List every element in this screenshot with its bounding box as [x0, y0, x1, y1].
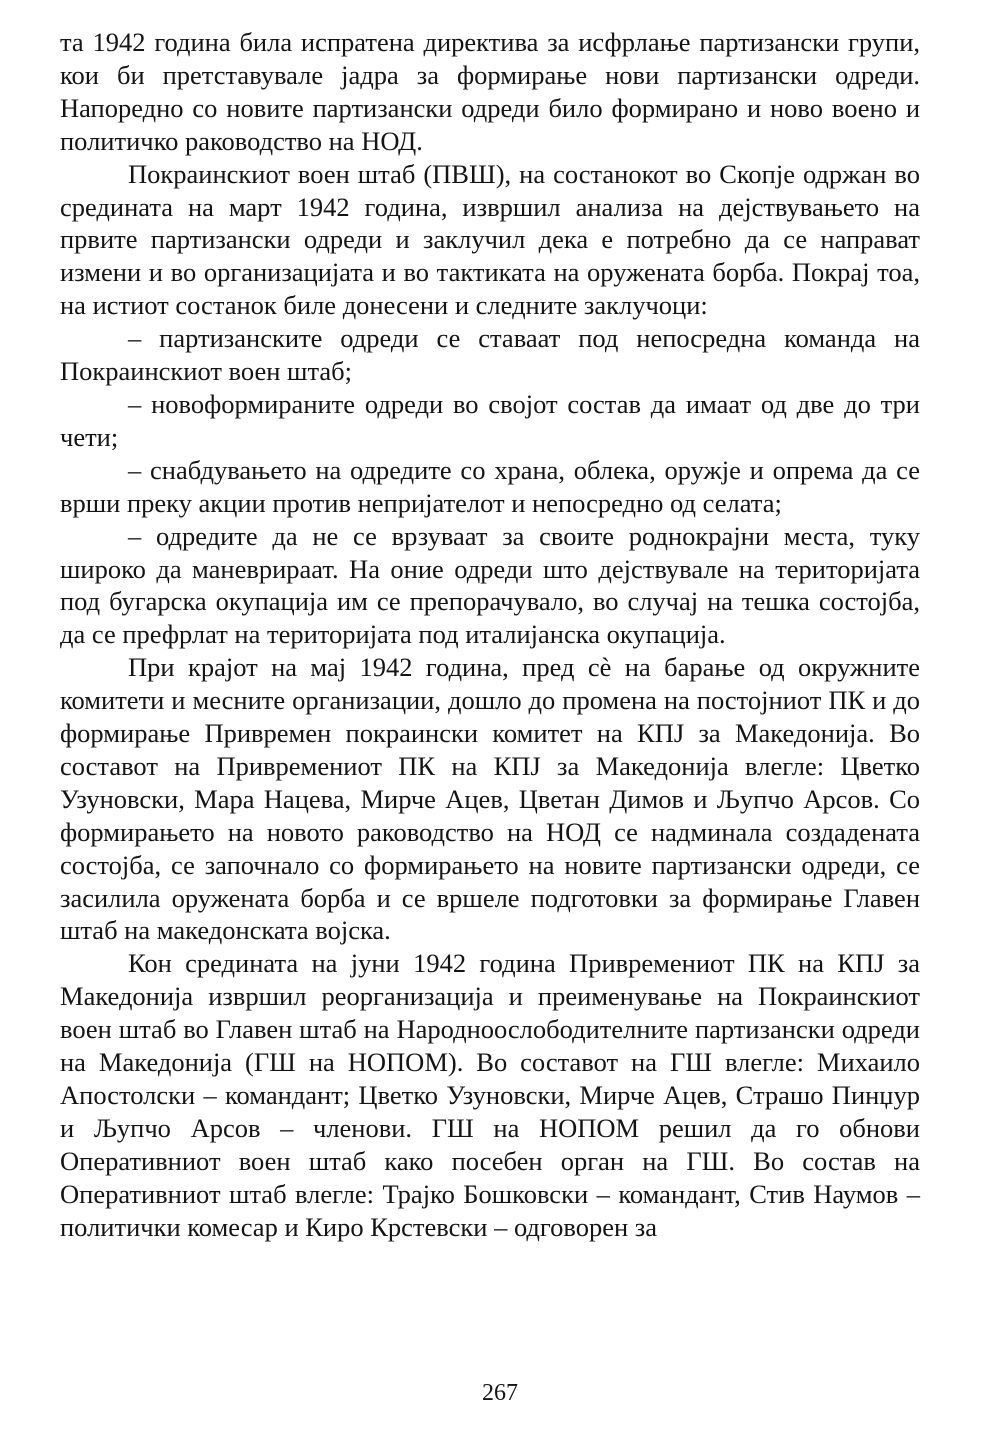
- list-item-maneuver: – одредите да не се врзуваат за своите роднокрајни места, туку широко да маневрираат. На оние одреди што дејствувале на територијата под бугарска окупација им се препорачувало, во случај на тешка состојба, да се префрлат на територијата под италијанска окупација.: [60, 520, 920, 650]
- paragraph-provisional-committee: При крајот на мај 1942 година, пред сè на барање од окружните комитети и месните организации, дошло до промена на постојниот ПК и до формирање Привремен покраински комитет на КПЈ за Македонија. Во составот на Привремениот ПК на КПЈ за Македонија влегле: Цветко Узуновски, Мара Нацева, Мирче Ацев, Цветан Димов и Љупчо Арсов. Со формирањето на новото раководство на НОД се надминала создадената состојба, се започнало со формирањето на новите партизански одреди, се засилила оружената борба и се вршеле подготовки за формирање Главен штаб на македонската војска.: [60, 652, 920, 946]
- list-item-command: – партизанските одреди се ставаат под непосредна команда на Покраинскиот воен штаб;: [60, 323, 920, 387]
- paragraph-continuation: та 1942 година била испратена директива за исфрлање партизански групи, кои би претставувале јадра за формирање нови партизански одреди. Напоредно со новите партизански одреди било формирано и ново воено и политичко раководство на НОД.: [60, 27, 920, 156]
- list-item-composition: – новоформираните одреди во својот состав да имаат од две до три чети;: [60, 388, 920, 452]
- paragraph-main-staff: Кон средината на јуни 1942 година Привремениот ПК на КПЈ за Македонија извршил реорганизација и преименување на Покраинскиот воен штаб во Главен штаб на Народноослободителните партизански одреди на Македонија (ГШ на НОПОМ). Во составот на ГШ влегле: Михаило Апостолски – командант; Цветко Узуновски, Мирче Ацев, Страшо Пинџур и Љупчо Арсов – членови. ГШ на НОПОМ решил да го обнови Оперативниот воен штаб како посебен орган на ГШ. Во состав на Оперативниот штаб влегле: Трајко Бошковски – командант, Стив Наумов – политички комесар и Киро Крстевски – одговорен за: [60, 948, 920, 1242]
- document-body: [60, 26, 920, 1244]
- page-number: 267: [482, 1380, 518, 1406]
- list-item-supply: – снабдувањето на одредите со храна, облека, оружје и опрема да се врши преку акции против непријателот и непосредно од селата;: [60, 454, 920, 518]
- paragraph-pvsh-meeting: Покраинскиот воен штаб (ПВШ), на состанокот во Скопје одржан во средината на март 1942 година, извршил анализа на дејствувањето на првите партизански одреди и заклучил дека е потребно да се направат измени и во организацијата и во тактиката на оружената борба. Покрај тоа, на истиот состанок биле донесени и следните заклучоци:: [60, 158, 920, 321]
